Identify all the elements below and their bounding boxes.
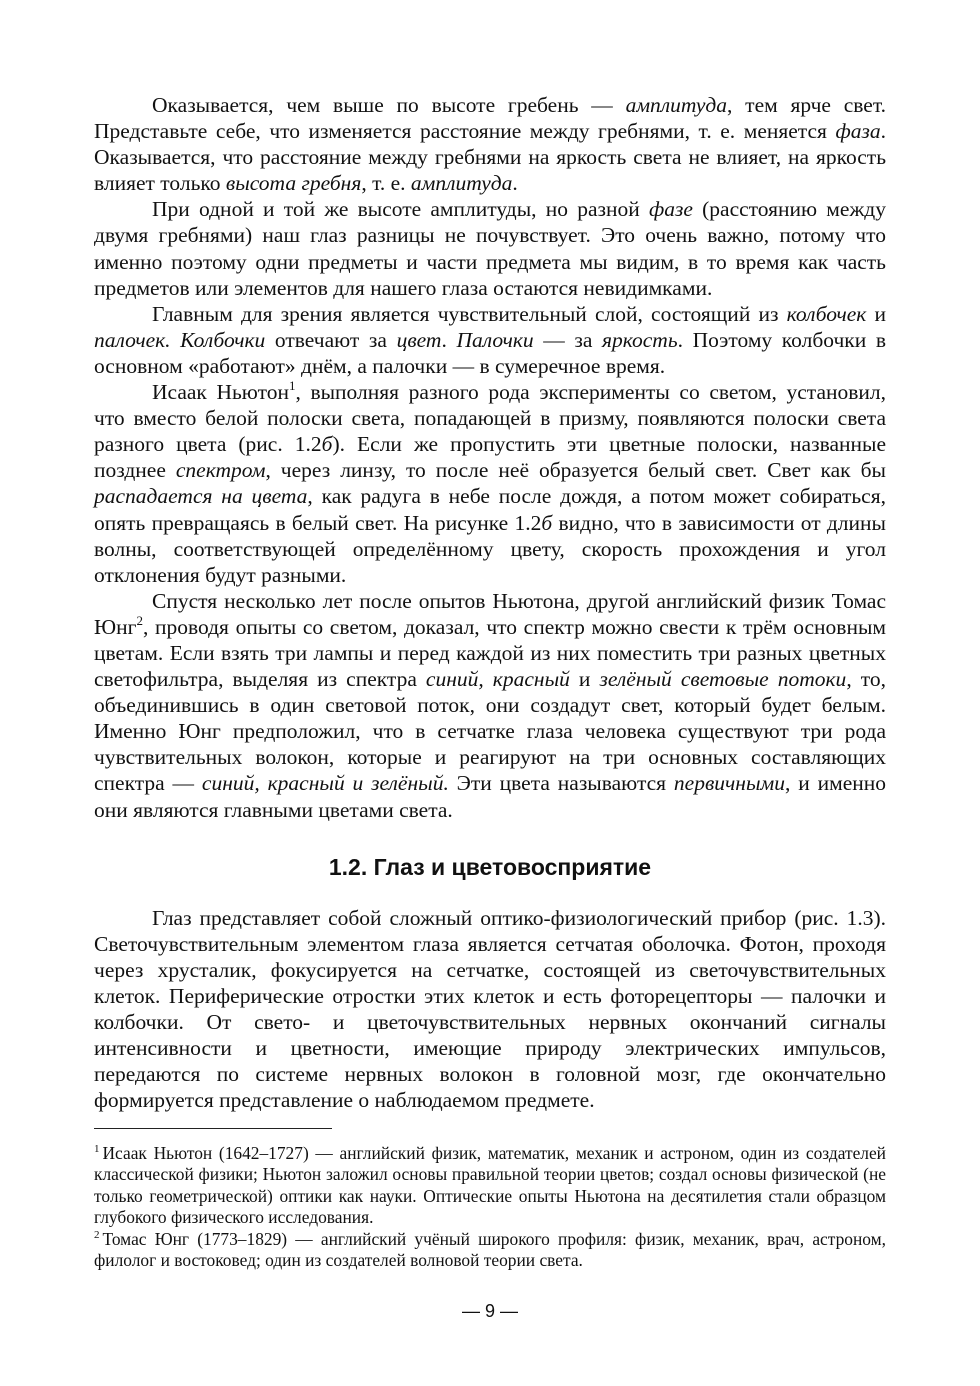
footnotes bbox=[94, 1143, 886, 1271]
text-run: отвечают за bbox=[265, 327, 397, 352]
footnote-ref: 2 bbox=[136, 612, 143, 628]
text-run: Главным для зрения является чувствительный слой, состоящий из bbox=[152, 301, 787, 326]
text-run: , через линзу, то после неё образуется белый свет. Свет как бы bbox=[265, 458, 886, 483]
paragraph bbox=[94, 301, 886, 379]
text-run: , то, объединившись в один световой поток, они создадут свет, который будет белым. Именно Юнг предположил, что в сетчатке глаза человека существуют три рода чувствительных волокон, которые и реагируют на три основных составляющих спектра — bbox=[94, 667, 886, 796]
text-run: Оказывается, чем выше по высоте гребень — bbox=[152, 93, 626, 117]
footnote-mark: 1 bbox=[94, 1143, 100, 1155]
text-run: Исаак Ньютон bbox=[152, 380, 289, 405]
emphasis: высота гребня bbox=[225, 171, 362, 196]
text-run: , выполняя разного рода эксперименты со светом, установил, что вместо белой полоски света, попадающей в призму, появляются полоски света разного цвета (рис. 1.2 bbox=[94, 380, 886, 457]
text-run: Эти цвета называются bbox=[448, 771, 674, 796]
emphasis: фазе bbox=[648, 197, 693, 222]
text-run: . bbox=[441, 327, 457, 352]
emphasis: колбочек bbox=[786, 301, 867, 326]
emphasis: амплитуда bbox=[625, 93, 728, 117]
text-run: При одной и той же высоте амплитуды, но разной bbox=[152, 197, 649, 222]
footnote-text: Исаак Ньютон (1642–1727) — английский физик, математик, механик и астроном, один из создателей классической физики; Ньютон заложил основы правильной теории цветов; создал основы физической (не только геометрической) оптики как науки. Оптические опыты Ньютона на десятилетия стали образцом глубокого физического исследования. bbox=[94, 1143, 886, 1228]
paragraph bbox=[94, 92, 886, 196]
paragraph bbox=[94, 905, 886, 1114]
footnote bbox=[94, 1143, 886, 1229]
text-run: . Оказывается, что расстояние между гребнями на яркость света не влияет, на яркость влияет только bbox=[94, 119, 886, 196]
footnote-ref: 1 bbox=[288, 378, 296, 394]
emphasis: б bbox=[541, 510, 553, 535]
text-run: и bbox=[866, 301, 886, 326]
emphasis: яркость bbox=[602, 327, 678, 352]
emphasis: цвет bbox=[396, 327, 442, 352]
emphasis: синий, красный bbox=[425, 667, 570, 692]
text-run: видно, что в зависимости от длины волны, соответствующей определённому цвету, скорость прохождения и угол отклонения будут разными. bbox=[94, 510, 886, 587]
footnote-text: Томас Юнг (1773–1829) — английский учёный широкого профиля: физик, механик, врач, астроном, филолог и востоковед; один из создателей волновой теории света. bbox=[94, 1228, 886, 1271]
footnote-mark: 2 bbox=[94, 1228, 100, 1241]
text-run: и bbox=[569, 667, 600, 692]
text-run: . Поэтому колбочки в основном «работают» днём, а палочки — в сумеречное время. bbox=[94, 327, 886, 378]
text-run: Глаз представляет собой сложный оптико-физиологический прибор (рис. 1.3). Светочувствительным элементом глаза является сетчатая оболочка. Фотон, проходя через хрусталик, фокусируется на сетчатке, состоящей из светочувствительных клеток. Периферические отростки этих клеток и есть фоторецепторы — палочки и колбочки. От свето- и цветочувствительных нервных окончаний сигналы интенсивности и цветности, имеющие природу электрических импульсов, передаются по системе нервных волокон в головной мозг, где окончательно формируется представление о наблюдаемом предмете. bbox=[94, 905, 886, 1113]
text-run: ). Если же пропустить эти цветные полоски, названные позднее bbox=[94, 432, 887, 483]
emphasis: фаза bbox=[835, 119, 881, 144]
paragraph bbox=[94, 196, 886, 300]
text-run: . bbox=[512, 171, 518, 196]
emphasis: первичными bbox=[673, 771, 785, 796]
emphasis: синий, красный и зелёный. bbox=[201, 771, 449, 796]
emphasis: б bbox=[321, 432, 333, 457]
paragraph bbox=[94, 379, 886, 588]
emphasis: амплитуда bbox=[410, 171, 513, 196]
text-run: , т. е. bbox=[361, 171, 411, 196]
text-run: , проводя опыты со светом, доказал, что спектр можно свести к трём основным цветам. Если взять три лампы и перед каждой из них поместить три разных цветных светофильтра, выделяя из спектра bbox=[94, 614, 886, 692]
emphasis: палочек. Колбочки bbox=[94, 327, 266, 352]
emphasis: спектром bbox=[175, 458, 266, 483]
text-run: , и именно они являются главными цветами света. bbox=[94, 771, 887, 822]
page-number: — 9 — bbox=[461, 1301, 518, 1321]
text-run: (расстоянию между двумя гребнями) наш глаз разницы не почувствует. Это очень важно, потому что именно поэтому одни предметы и части предмета мы видим, в то время как часть предметов или элементов для нашего глаза остаются невидимками. bbox=[94, 197, 886, 300]
text-run: , тем ярче свет. Представьте себе, что изменяется расстояние между гребнями, т. е. меняется bbox=[94, 93, 886, 144]
emphasis: зелёный световые потоки bbox=[599, 667, 847, 692]
footnote bbox=[94, 1229, 886, 1272]
emphasis: Палочки bbox=[456, 327, 534, 352]
text-run: , как радуга в небе после дождя, а потом может собираться, опять превращаясь в белый свет. На рисунке 1.2 bbox=[94, 484, 886, 535]
paragraph bbox=[94, 588, 886, 823]
text-run: Спустя несколько лет после опытов Ньютона, другой английский физик Томас Юнг bbox=[94, 588, 886, 639]
emphasis: распадается на цвета bbox=[94, 484, 308, 509]
text-run: — за bbox=[533, 327, 603, 352]
main-text bbox=[94, 92, 886, 1113]
footnote-divider bbox=[94, 1128, 332, 1129]
section-heading: 1.2. Глаз и цветовосприятие bbox=[328, 853, 652, 880]
